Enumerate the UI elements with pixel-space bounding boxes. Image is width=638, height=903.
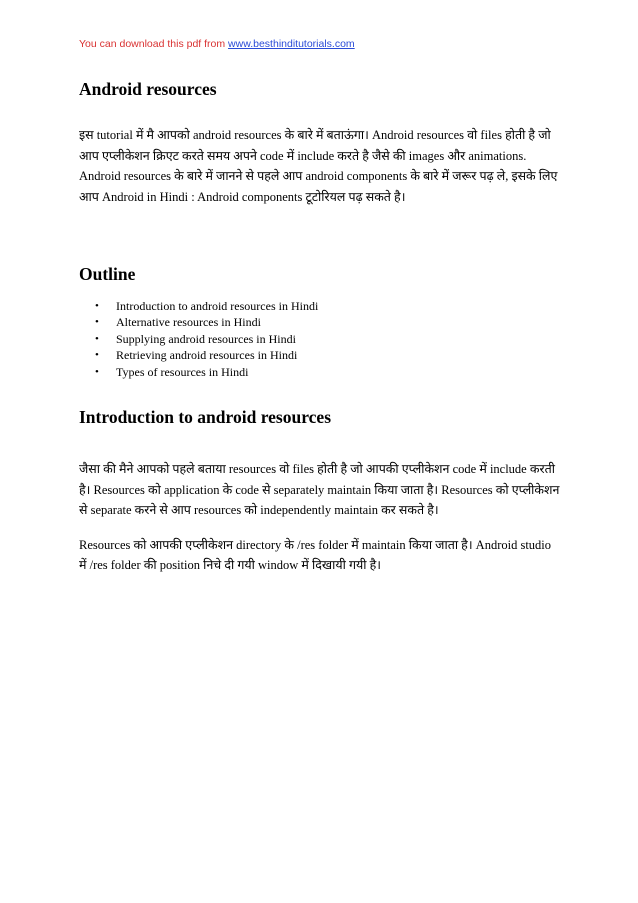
- outline-item: [79, 347, 561, 363]
- outline-item: [79, 364, 561, 380]
- download-note: [79, 38, 355, 50]
- outline-item: [79, 314, 561, 330]
- bullet-icon: •: [95, 349, 99, 362]
- res-folder-paragraph: Resources को आपकी एप्लीकेशन directory के /res folder में maintain किया जाता है। Android studio में /res folder की position निचे दी गयी window में दिखायी गयी है।: [79, 537, 552, 573]
- section-heading-outline: Outline: [79, 264, 136, 284]
- outline-item: [79, 298, 561, 314]
- section-heading-android-resources: Android resources: [79, 79, 217, 99]
- bullet-icon: •: [95, 300, 99, 312]
- introduction-paragraph: जैसा की मैने आपको पहले बताया resources वो files होती है जो आपकी एप्लीकेशन code में include करती है। Resources को application के code से separately maintain किया जाता है। Resources को एप्लीकेशन से separate करने से आप resources को independently maintain कर सकते है।: [79, 462, 560, 518]
- bullet-icon: •: [95, 365, 99, 378]
- outline-item: [79, 331, 561, 347]
- download-note-text: You can download this pdf from: [79, 38, 226, 50]
- section-heading-introduction: Introduction to android resources: [79, 407, 331, 428]
- bullet-icon: •: [95, 332, 99, 345]
- outline-item-label: Alternative resources in Hindi: [116, 315, 261, 330]
- outline-item-label: Types of resources in Hindi: [116, 364, 249, 379]
- bullet-icon: •: [95, 316, 99, 329]
- website-link[interactable]: www.besthinditutorials.com: [228, 38, 355, 50]
- document-body: [79, 78, 561, 576]
- resources-intro-paragraph: इस tutorial में मै आपको android resources के बारे में बताऊंगा। Android resources वो files होती है जो आप एप्लीकेशन क्रिएट करते समय अपने code में include करते है जैसे की images और animations. Android resources के बारे में जानने से पहले आप android components के बारे में जरूर पढ़ ले, इसके लिए आप Android in Hindi : Android components टूटोरियल पढ़ सकते है।: [79, 128, 558, 204]
- outline-item-label: Introduction to android resources in Hindi: [116, 299, 319, 313]
- outline-list: [79, 298, 561, 380]
- outline-item-label: Retrieving android resources in Hindi: [116, 348, 298, 363]
- outline-item-label: Supplying android resources in Hindi: [116, 331, 296, 346]
